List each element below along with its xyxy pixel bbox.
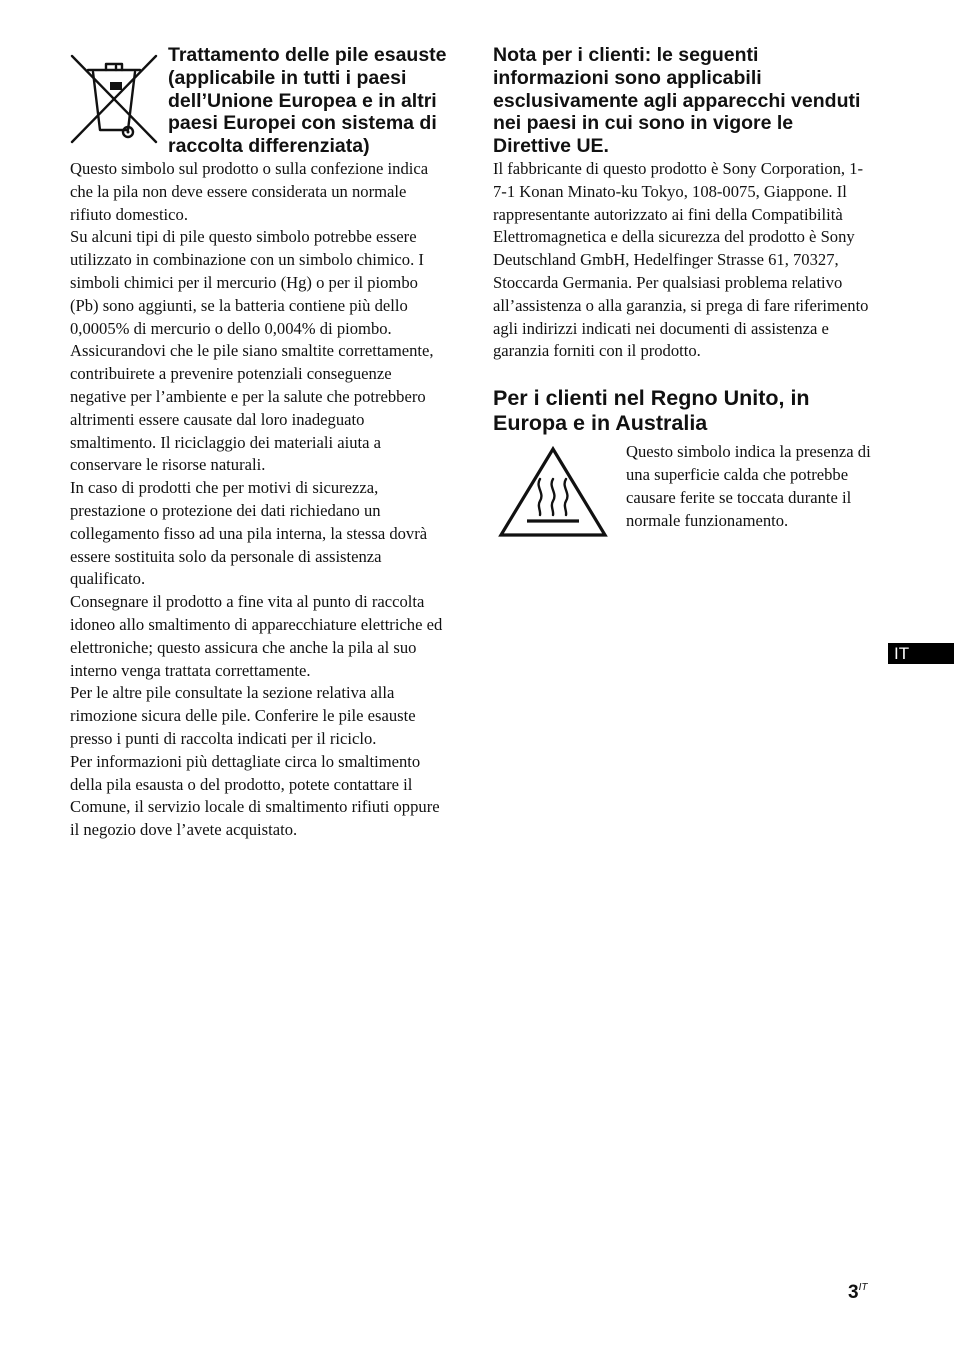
paragraph: Questo simbolo sul prodotto o sulla confezione indica che la pila non deve essere considerata un normale rifiuto domestico. bbox=[70, 158, 429, 224]
right-column bbox=[493, 44, 871, 541]
page-number-suffix: IT bbox=[858, 1282, 868, 1293]
left-column bbox=[70, 44, 448, 842]
hot-surface-description: Questo simbolo indica la presenza di una superficie calda che potrebbe causare ferite se toccata durante il normale funzionamento. bbox=[626, 442, 871, 530]
battery-disposal-heading: Trattamento delle pile esauste (applicabile in tutti i paesi dell’Unione Europea e in altri paesi Europei con sistema di raccolta differenziata) bbox=[168, 44, 447, 158]
paragraph: Su alcuni tipi di pile questo simbolo potrebbe essere utilizzato in combinazione con un simbolo chimico. I simboli chimici per il mercurio (Hg) o per il piombo (Pb) sono aggiunti, se la batteria contiene più dello 0,0005% di mercurio o dello 0,004% di piombo. bbox=[70, 227, 424, 338]
paragraph: Consegnare il prodotto a fine vita al punto di raccolta idoneo allo smaltimento di apparecchiature elettriche ed elettroniche; questo assicura che anche la pila al suo interno venga trattata correttamente. bbox=[70, 592, 443, 680]
paragraph: Per informazioni più dettagliate circa lo smaltimento della pila esausta o del prodotto, potete contattare il Comune, il servizio locale di smaltimento rifiuti oppure il negozio dove l’avete acquistato. bbox=[70, 751, 440, 840]
paragraph: In caso di prodotti che per motivi di sicurezza, prestazione o protezione dei dati richiedano un collegamento fisso ad una pila interna, la stessa dovrà essere sostituita solo da personale di assistenza qualificato. bbox=[70, 478, 428, 589]
hot-surface-notice bbox=[493, 441, 871, 541]
crossed-out-bin-icon bbox=[70, 50, 158, 148]
battery-disposal-header bbox=[70, 44, 448, 158]
hot-surface-warning-icon bbox=[497, 443, 609, 541]
section-title: Per i clienti nel Regno Unito, in Europa e in Australia bbox=[493, 386, 810, 436]
page-number-value: 3 bbox=[848, 1282, 859, 1303]
paragraph: Assicurandovi che le pile siano smaltite correttamente, contribuirete a prevenire potenziali conseguenze negative per l’ambiente e per la salute che potrebbero altrimenti essere causate dal loro inadeguato smaltimento. Il riciclaggio dei materiali aiuta a conservare le risorse naturali. bbox=[70, 341, 434, 475]
paragraph: Per le altre pile consultate la sezione relativa alla rimozione sicura delle pile. Conferire le pile esauste presso i punti di raccolta indicati per il riciclo. bbox=[70, 683, 416, 748]
paragraph: Il fabbricante di questo prodotto è Sony Corporation, 1-7-1 Konan Minato-ku Tokyo, 108-0075, Giappone. Il rappresentante autorizzato ai fini della Compatibilità Elettromagnetica e della sicurezza del prodotto è Sony Deutschland GmbH, Hedelfinger Strasse 61, 70327, Stoccarda Germania. Per qualsiasi problema relativo all’assistenza o alla garanzia, si prega di fare riferimento agli indirizzi indicati nei documenti di assistenza e garanzia forniti con il prodotto. bbox=[493, 158, 869, 361]
page-number bbox=[848, 1282, 867, 1304]
language-tab: IT bbox=[888, 643, 954, 664]
eu-directive-heading: Nota per i clienti: le seguenti informazioni sono applicabili esclusivamente agli apparecchi venduti nei paesi in cui sono in vigore le Direttive UE. bbox=[493, 44, 861, 158]
